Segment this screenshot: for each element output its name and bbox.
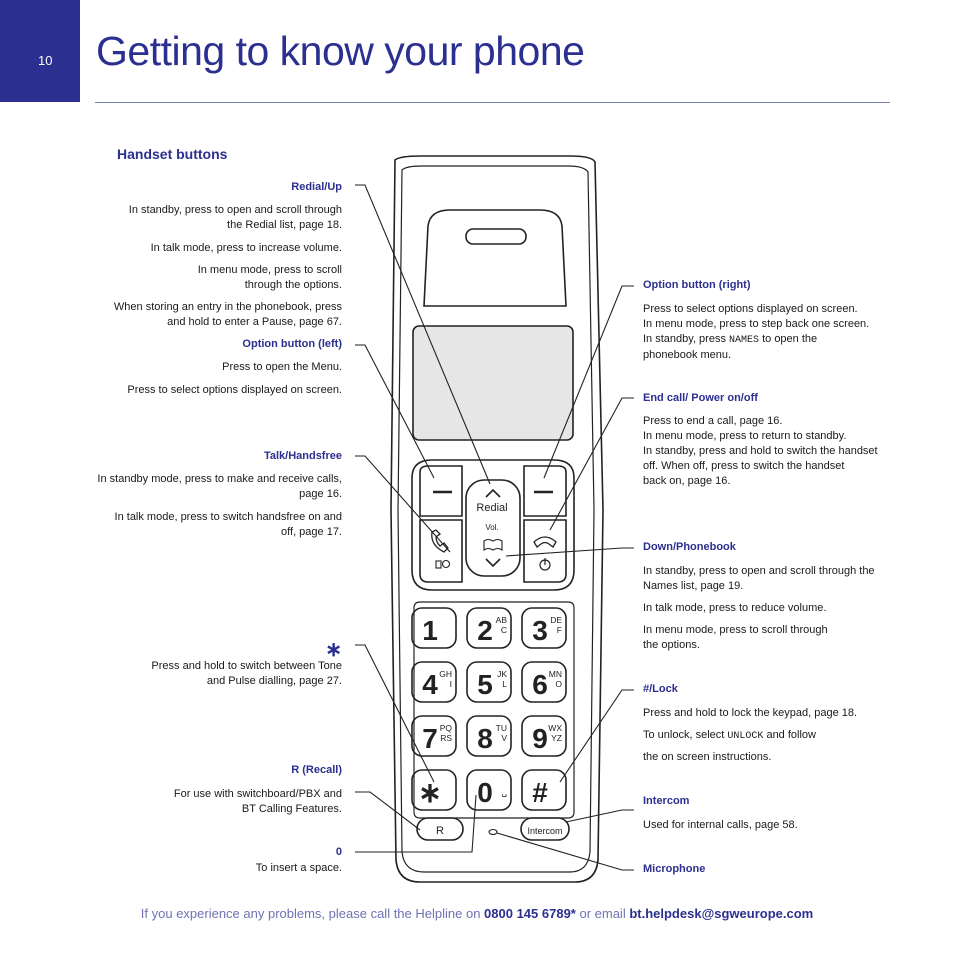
option-left-heading: Option button (left) — [242, 338, 342, 350]
key-letters: MN — [548, 669, 562, 679]
key-digit: 5 — [477, 669, 493, 700]
key-6[interactable] — [522, 662, 566, 702]
redial-desc-1: In standby, press to open and scroll through the Redial list, page 18. — [128, 204, 342, 231]
key-2[interactable] — [467, 608, 511, 648]
key-5[interactable] — [467, 662, 511, 702]
leader-recall — [355, 792, 420, 830]
star-desc: Press and hold to switch between Tone and Pulse dialling, page 27. — [151, 660, 342, 687]
end-call-heading: End call/ Power on/off — [643, 392, 758, 404]
helpline-number: 0800 145 6789* — [484, 906, 576, 921]
phone-body — [391, 156, 603, 882]
down-desc-2: In talk mode, press to reduce volume. — [643, 602, 827, 614]
star-heading: ∗ — [325, 639, 342, 661]
key-letters: JK — [497, 669, 507, 679]
page-title: Getting to know your phone — [96, 28, 585, 74]
key-digit: # — [532, 777, 548, 808]
microphone-hole — [489, 830, 497, 835]
key-10[interactable] — [412, 770, 456, 810]
key-digit: 4 — [422, 669, 438, 700]
leader-lock — [560, 690, 634, 782]
key-letters: RS — [440, 733, 452, 743]
key-digit: 7 — [422, 723, 438, 754]
key-letters: WX — [548, 723, 562, 733]
leader-microphone — [497, 833, 634, 870]
intercom-heading: Intercom — [643, 795, 690, 807]
option-left-desc-1: Press to open the Menu. — [222, 361, 342, 373]
chevron-up-icon — [486, 490, 500, 497]
key-letters: TU — [495, 723, 507, 733]
key-digit: 3 — [532, 615, 548, 646]
key-letters: L — [502, 679, 507, 689]
key-digit: 1 — [422, 615, 438, 646]
lock-desc-2: To unlock, select UNLOCK and follow — [643, 729, 816, 742]
key-digit: ∗ — [418, 777, 442, 808]
down-heading: Down/Phonebook — [643, 541, 736, 553]
key-letters: YZ — [551, 733, 562, 743]
key-1[interactable] — [412, 608, 456, 648]
key-letters: PQ — [439, 723, 452, 733]
redial-desc-3: In menu mode, press to scroll through the options. — [197, 264, 342, 291]
option-left-desc-2: Press to select options displayed on screen. — [127, 384, 342, 396]
redial-heading: Redial/Up — [291, 181, 342, 193]
microphone-heading: Microphone — [643, 863, 706, 875]
redial-desc-4: When storing an entry in the phonebook, press and hold to enter a Pause, page 67. — [113, 301, 342, 328]
key-letters: GH — [439, 669, 452, 679]
lock-desc-1: Press and hold to lock the keypad, page 18. — [643, 707, 858, 719]
chevron-down-icon — [486, 559, 500, 566]
key-letters: C — [500, 625, 507, 635]
earpiece-panel — [424, 210, 566, 306]
page-number: 10 — [38, 53, 53, 68]
earpiece-slot — [466, 229, 526, 244]
redial-label: Redial — [476, 502, 508, 514]
section-heading: Handset buttons — [117, 146, 228, 162]
end-call-desc: Press to end a call, page 16. In menu mode, press to return to standby. In standby, press and hold to switch the handset off. When off, press to switch the handset back on, page 16. — [643, 415, 878, 487]
key-letters: ␣ — [501, 787, 507, 797]
key-digit: 9 — [532, 723, 548, 754]
recall-label: R — [436, 825, 444, 837]
handsfree-icon — [443, 561, 450, 568]
key-letters: V — [501, 733, 507, 743]
key-digit: 8 — [477, 723, 493, 754]
down-desc-1: In standby, press to open and scroll through the Names list, page 19. — [643, 565, 875, 592]
intercom-desc: Used for internal calls, page 58. — [643, 819, 798, 831]
leader-zero — [355, 795, 476, 852]
recall-heading: R (Recall) — [291, 764, 342, 776]
option-right-heading: Option button (right) — [643, 279, 751, 291]
display-screen — [413, 326, 573, 440]
book-icon — [484, 540, 502, 551]
key-letters: AB — [495, 615, 507, 625]
key-digit: 6 — [532, 669, 548, 700]
key-12[interactable] — [522, 770, 566, 810]
footer: If you experience any problems, please call the Helpline on 0800 145 6789* or email bt.helpdesk@sgweurope.com — [140, 906, 814, 921]
key-9[interactable] — [522, 716, 566, 756]
redial-desc-2: In talk mode, press to increase volume. — [150, 242, 342, 254]
leader-down — [506, 548, 634, 556]
down-desc-3: In menu mode, press to scroll through the options. — [643, 624, 828, 651]
lock-heading: #/Lock — [643, 683, 678, 695]
key-digit: 0 — [477, 777, 493, 808]
keypad-keys — [412, 608, 566, 810]
end-call-button — [524, 520, 566, 582]
vol-label: Vol. — [485, 523, 499, 532]
key-3[interactable] — [522, 608, 566, 648]
speaker-icon — [436, 561, 441, 568]
talk-desc-2: In talk mode, press to switch handsfree on and off, page 17. — [114, 511, 342, 538]
leader-intercom — [566, 810, 634, 822]
key-4[interactable] — [412, 662, 456, 702]
end-call-icon — [534, 537, 556, 547]
key-11[interactable] — [467, 770, 511, 810]
key-letters: I — [449, 679, 452, 689]
recall-desc: For use with switchboard/PBX and BT Calling Features. — [173, 788, 342, 815]
zero-desc: To insert a space. — [255, 862, 342, 874]
intercom-label: Intercom — [527, 826, 563, 836]
key-7[interactable] — [412, 716, 456, 756]
key-letters: DE — [550, 615, 562, 625]
lock-desc-3: the on screen instructions. — [643, 751, 772, 763]
talk-heading: Talk/Handsfree — [263, 450, 342, 462]
zero-heading: 0 — [335, 846, 342, 858]
key-8[interactable] — [467, 716, 511, 756]
talk-desc-1: In standby mode, press to make and receive calls, page 16. — [97, 473, 342, 500]
key-letters: F — [556, 625, 562, 635]
option-right-desc: Press to select options displayed on screen. In menu mode, press to step back one screen. In standby, press NAMES to open the phonebook menu. — [643, 303, 870, 361]
key-digit: 2 — [477, 615, 493, 646]
helpdesk-email: bt.helpdesk@sgweurope.com — [629, 906, 814, 921]
key-letters: O — [555, 679, 562, 689]
